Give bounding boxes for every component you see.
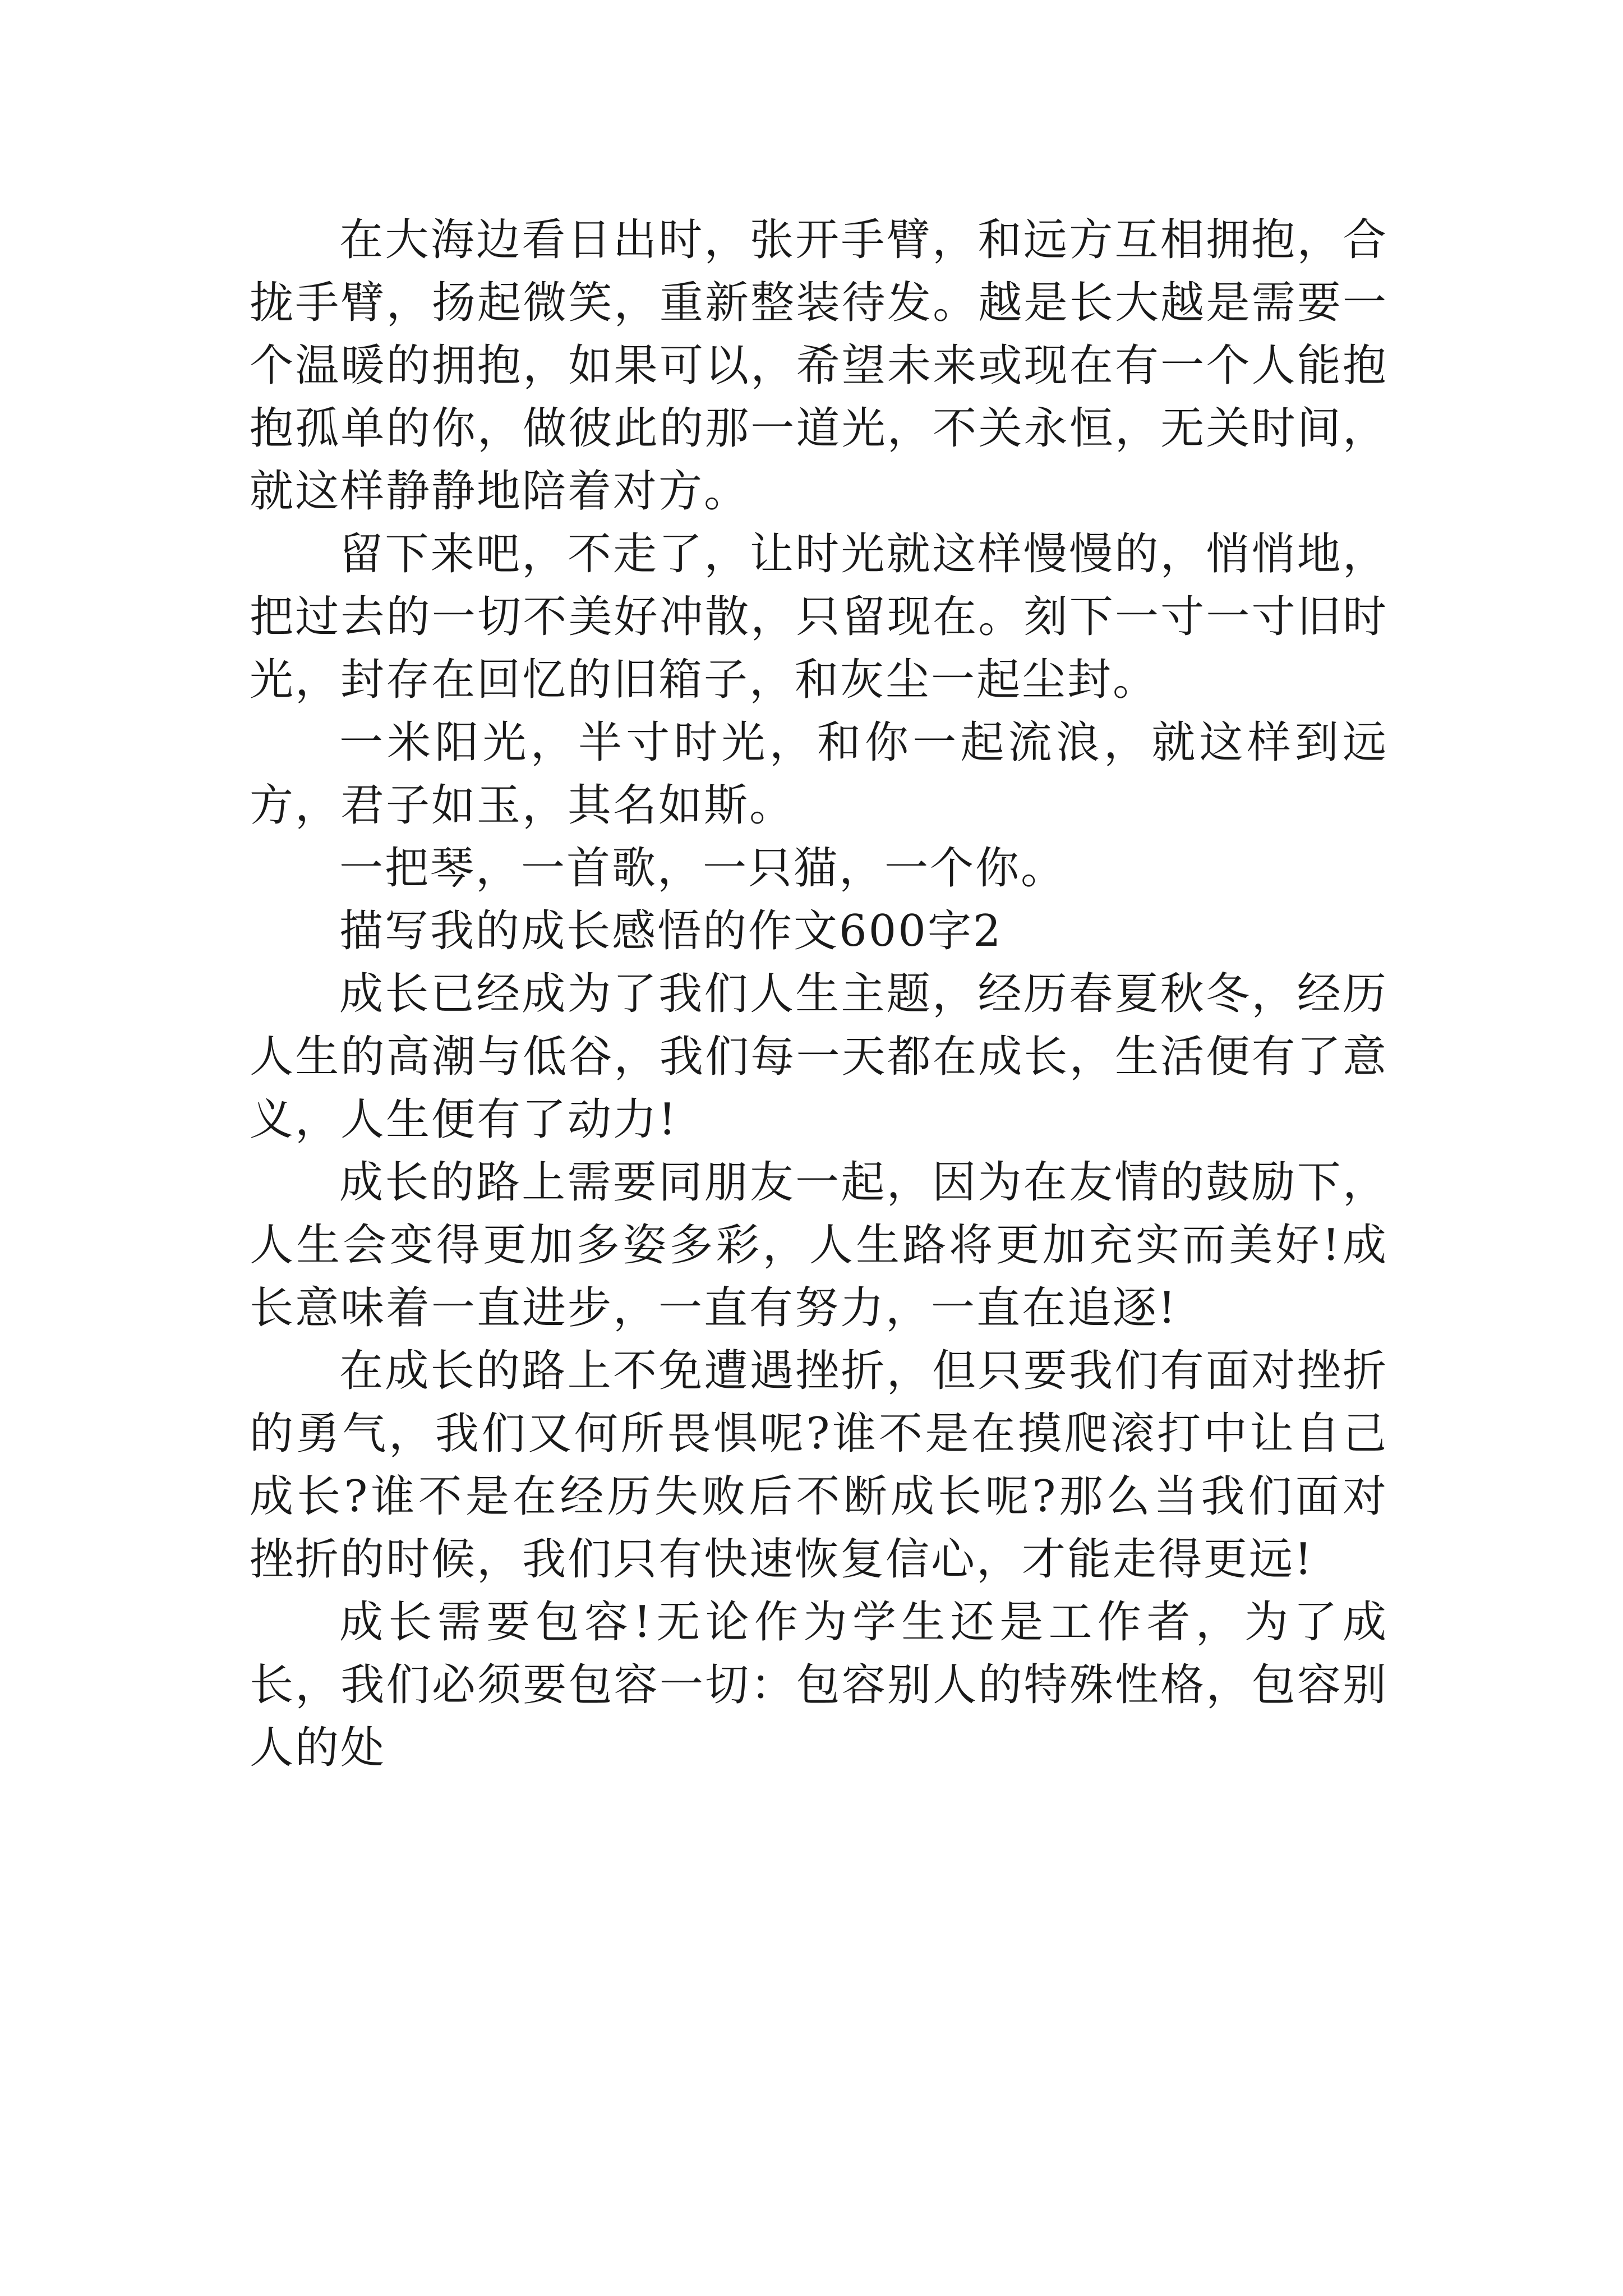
paragraph-growth-theme: 成长已经成为了我们人生主题，经历春夏秋冬，经历人生的高潮与低谷，我们每一天都在成长，生活便有了意义，人生便有了动力! <box>250 969 1388 1145</box>
paragraph-friends: 成长的路上需要同朋友一起，因为在友情的鼓励下，人生会变得更加多姿多彩，人生路将更加充实而美好!成长意味着一直进步，一直有努力，一直在追逐! <box>250 1157 1388 1333</box>
section-heading: 描写我的成长感悟的作文600字2 <box>339 906 1003 956</box>
paragraph-tolerance: 成长需要包容!无论作为学生还是工作者，为了成长，我们必须要包容一切：包容别人的特殊性格，包容别人的处 <box>250 1597 1388 1773</box>
paragraph-embrace: 在大海边看日出时，张开手臂，和远方互相拥抱，合拢手臂，扬起微笑，重新整装待发。越是长大越是需要一个温暖的拥抱，如果可以，希望未来或现在有一个人能抱抱孤单的你，做彼此的那一道光，不关永恒，无关时间，就这样静静地陪着对方。 <box>250 215 1388 517</box>
paragraph-piano: 一把琴，一首歌，一只猫，一个你。 <box>339 843 1067 894</box>
paragraph-sunlight: 一米阳光，半寸时光，和你一起流浪，就这样到远方，君子如玉，其名如斯。 <box>250 717 1388 831</box>
document-body <box>250 209 1388 1779</box>
paragraph-setbacks: 在成长的路上不免遭遇挫折，但只要我们有面对挫折的勇气，我们又何所畏惧呢?谁不是在摸爬滚打中让自己成长?谁不是在经历失败后不断成长呢?那么当我们面对挫折的时候，我们只有快速恢复信心，才能走得更远! <box>250 1346 1388 1585</box>
paragraph-stay: 留下来吧，不走了，让时光就这样慢慢的，悄悄地，把过去的一切不美好冲散，只留现在。刻下一寸一寸旧时光，封存在回忆的旧箱子，和灰尘一起尘封。 <box>250 529 1388 705</box>
